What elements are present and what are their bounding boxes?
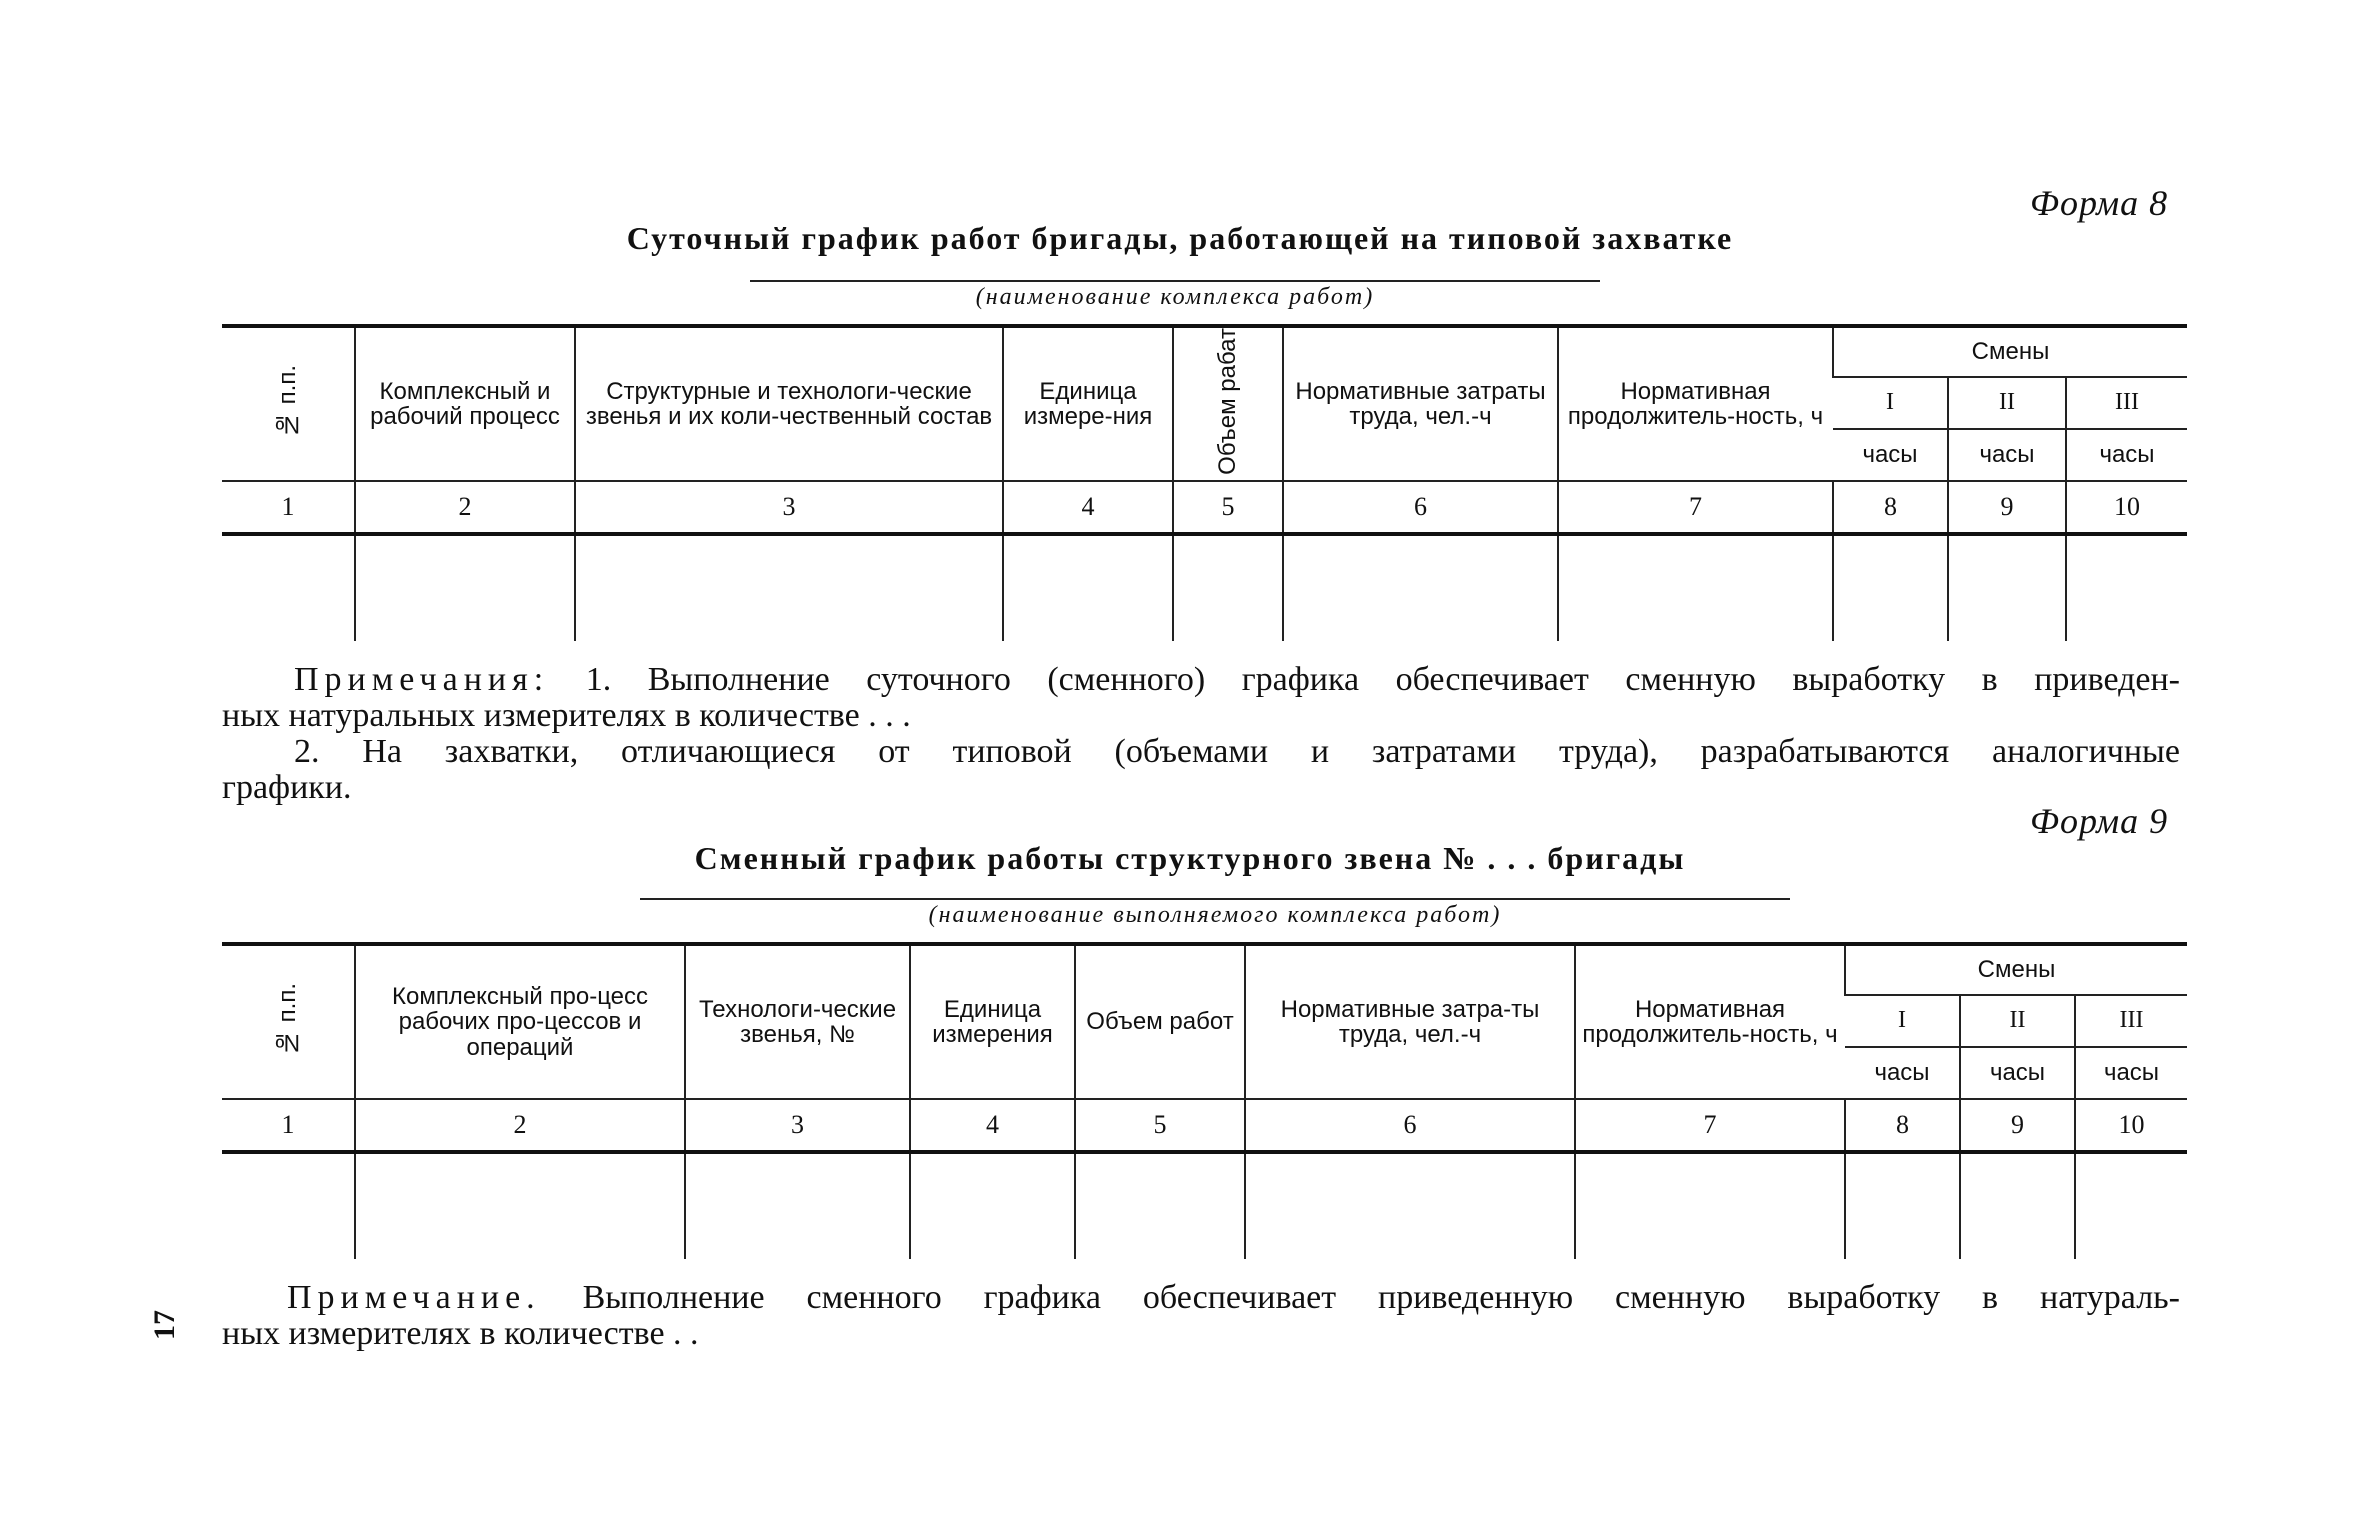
form9-col-duration-header: Нормативная продолжитель-ность, ч: [1575, 944, 1845, 1099]
form8-note-line2: ных натуральных измерителях в количестве . . .: [222, 697, 911, 734]
form8-empty-row: [222, 534, 2187, 641]
form9-num: 1: [222, 1099, 355, 1152]
form9-cell: [1245, 1152, 1575, 1259]
form8-cell: [1173, 534, 1283, 641]
form9-cell: [1845, 1152, 1960, 1259]
form9-num: 3: [685, 1099, 910, 1152]
form8-cell: [1833, 534, 1948, 641]
form9-col-number-header: № п.п.: [222, 944, 355, 1099]
form9-shifts-header: Смены: [1845, 944, 2187, 995]
form9-title-rule: [640, 898, 1790, 900]
form8-num: 4: [1003, 481, 1173, 534]
form8-cell: [1003, 534, 1173, 641]
form8-cell: [1558, 534, 1833, 641]
form9-table: [222, 942, 2187, 1259]
form9-note-line1: Примечание. Выполнение сменного графика обеспечивает приведенную сменную выработку в натураль-: [287, 1279, 2180, 1316]
form8-num: 7: [1558, 481, 1833, 534]
form9-cell: [910, 1152, 1075, 1259]
page-number: 17: [148, 1310, 181, 1340]
form8-notes: [222, 662, 2180, 806]
form8-subcaption: (наименование комплекса работ): [975, 284, 1375, 310]
form9-col-units-header: Технологи-ческие звенья, №: [685, 944, 910, 1099]
form9-shift-1: I: [1845, 995, 1960, 1047]
form9-cell: [1575, 1152, 1845, 1259]
form9-num: 6: [1245, 1099, 1575, 1152]
form8-num: 1: [222, 481, 355, 534]
form8-num: 2: [355, 481, 575, 534]
form8-col-labor-header: Нормативные затраты труда, чел.-ч: [1283, 326, 1558, 481]
form9-numbers-row: [222, 1099, 2187, 1152]
form8-num: 10: [2066, 481, 2187, 534]
form9-hours-2: часы: [1960, 1047, 2075, 1099]
form8-hours-3: часы: [2066, 429, 2187, 481]
form8-title-rule: [750, 280, 1600, 282]
form8-cell: [1283, 534, 1558, 641]
form9-cell: [1960, 1152, 2075, 1259]
form9-cell: [222, 1152, 355, 1259]
form9-note-line2: ных измерителях в количестве . .: [222, 1315, 699, 1352]
form8-hours-2: часы: [1948, 429, 2066, 481]
form8-col-measure-header: Единица измере-ния: [1003, 326, 1173, 481]
form9-num: 7: [1575, 1099, 1845, 1152]
form8-note-line1: Примечания: 1. Выполнение суточного (сменного) графика обеспечивает сменную выработку в приведен-: [294, 661, 2181, 698]
form8-cell: [2066, 534, 2187, 641]
form9-empty-row: [222, 1152, 2187, 1259]
form9-label: Форма 9: [2030, 801, 2169, 841]
form8-shifts-header: Смены: [1833, 326, 2187, 377]
form9-cell: [1075, 1152, 1245, 1259]
form8-col-number-header: № п.п.: [222, 326, 355, 481]
form8-table: [222, 324, 2187, 641]
form8-col-duration-header: Нормативная продолжитель-ность, ч: [1558, 326, 1833, 481]
form9-num: 9: [1960, 1099, 2075, 1152]
form8-title: Суточный график работ бригады, работающей на типовой захватке: [626, 220, 1734, 256]
form8-numbers-row: [222, 481, 2187, 534]
form9-cell: [2075, 1152, 2187, 1259]
form8-shift-2: II: [1948, 377, 2066, 429]
form8-note-line3: 2. На захватки, отличающиеся от типовой (объемами и затратами труда), разрабатываются аналогичные: [294, 733, 2180, 770]
form8-shift-1: I: [1833, 377, 1948, 429]
form8-cell: [575, 534, 1003, 641]
form9-num: 10: [2075, 1099, 2187, 1152]
form9-num: 8: [1845, 1099, 1960, 1152]
form9-col-labor-header: Нормативные затра-ты труда, чел.-ч: [1245, 944, 1575, 1099]
form8-num: 8: [1833, 481, 1948, 534]
form9-shift-2: II: [1960, 995, 2075, 1047]
form9-num: 5: [1075, 1099, 1245, 1152]
form9-col-process-header: Комплексный про-цесс рабочих про-цессов и операций: [355, 944, 685, 1099]
form8-num: 3: [575, 481, 1003, 534]
form8-col-process-header: Комплексный и рабочий процесс: [355, 326, 575, 481]
form9-hours-1: часы: [1845, 1047, 1960, 1099]
form8-cell: [222, 534, 355, 641]
form8-num: 6: [1283, 481, 1558, 534]
form8-col-units-header: Структурные и технологи-ческие звенья и их коли-чественный состав: [575, 326, 1003, 481]
form8-hours-1: часы: [1833, 429, 1948, 481]
form8-cell: [1948, 534, 2066, 641]
form8-label: Форма 8: [2030, 183, 2169, 223]
form9-num: 4: [910, 1099, 1075, 1152]
form8-shift-3: III: [2066, 377, 2187, 429]
form8-col-volume-header: Объем рабат: [1173, 326, 1283, 481]
form9-num: 2: [355, 1099, 685, 1152]
form9-subcaption: (наименование выполняемого комплекса работ): [928, 902, 1502, 928]
form9-notes: [222, 1280, 2180, 1352]
form9-col-volume-header: Объем работ: [1075, 944, 1245, 1099]
form8-header-row: [222, 326, 2187, 377]
form9-hours-3: часы: [2075, 1047, 2187, 1099]
form9-header-row: [222, 944, 2187, 995]
form9-cell: [685, 1152, 910, 1259]
form9-shift-3: III: [2075, 995, 2187, 1047]
form8-cell: [355, 534, 575, 641]
form8-num: 9: [1948, 481, 2066, 534]
form8-num: 5: [1173, 481, 1283, 534]
form9-col-measure-header: Единица измерения: [910, 944, 1075, 1099]
form9-title: Сменный график работы структурного звена № . . . бригады: [694, 840, 1686, 876]
form8-note-line4: графики.: [222, 769, 352, 806]
form9-cell: [355, 1152, 685, 1259]
